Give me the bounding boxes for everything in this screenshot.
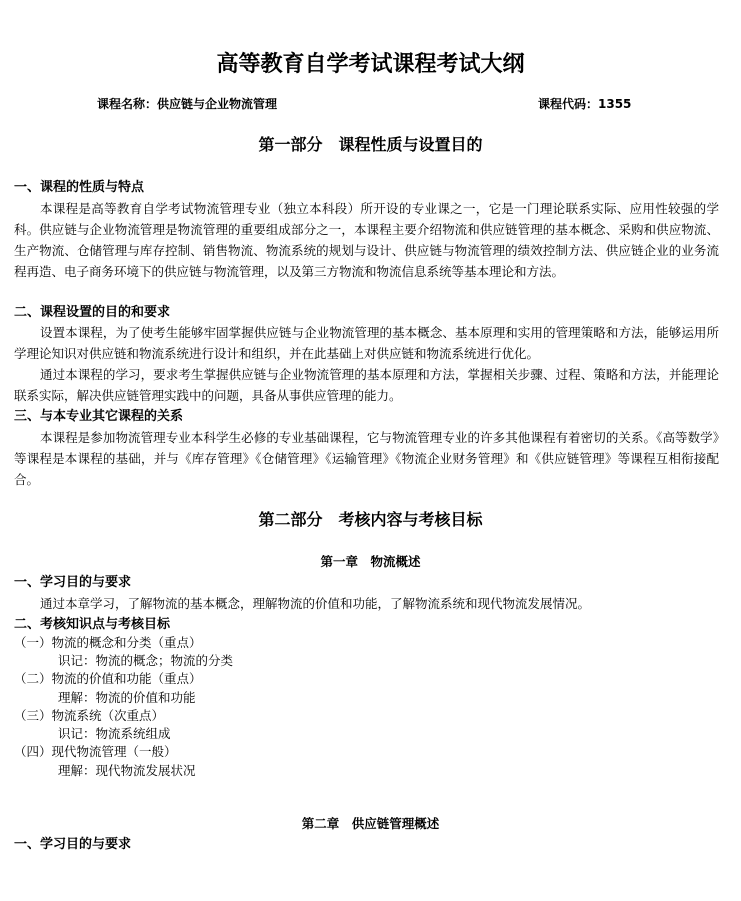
chapter1-title: 第一章 物流概述 xyxy=(320,554,421,569)
part1-section1-paragraph: 本课程是高等教育自学考试物流管理专业（独立本科段）所开设的专业课之一，它是一门理论联系实际、应用性较强的学科。供应链与企业物流管理是物流管理的重要组成部分之一，本课程主要介绍物流和供应链管理的基本概念、采购和供应物流、生产物流、仓储管理与库存控制、销售物流、物流系统的规划与设计、供应链与物流管理的绩效控制方法、供应链企业的业务流程再造、电子商务环境下的供应链与物流管理，以及第三方物流和物流信息系统等基本理论和方法。 xyxy=(14,201,719,279)
course-code: 课程代码：1355 xyxy=(538,97,632,111)
chapter2-section1-title: 一、学习目的与要求 xyxy=(14,837,132,852)
knowledge-point-3-detail: 识记：物流系统组成 xyxy=(58,726,171,741)
chapter1-section1-title: 一、学习目的与要求 xyxy=(14,575,132,590)
part1-section3-title: 三、与本专业其它课程的关系 xyxy=(14,409,184,424)
chapter1-section2-title: 二、考核知识点与考核目标 xyxy=(14,617,171,632)
part1-section2-paragraph2: 通过本课程的学习，要求考生掌握供应链与企业物流管理的基本原理和方法，掌握相关步骤、过程、策略和方法，并能理论联系实际，解决供应链管理实践中的问题，具备从事供应管理的能力。 xyxy=(14,367,719,403)
knowledge-point-1: （一）物流的概念和分类（重点） xyxy=(14,635,202,650)
knowledge-point-2-detail: 理解：物流的价值和功能 xyxy=(58,690,196,705)
part1-section2-paragraph1: 设置本课程，为了使考生能够牢固掌握供应链与企业物流管理的基本概念、基本原理和实用的管理策略和方法，能够运用所学理论知识对供应链和物流系统进行设计和组织，并在此基础上对供应链和物流系统进行优化。 xyxy=(14,325,719,361)
part1-section1-title: 一、课程的性质与特点 xyxy=(14,180,145,195)
knowledge-point-2: （二）物流的价值和功能（重点） xyxy=(14,671,202,686)
document-title: 高等教育自学考试课程考试大纲 xyxy=(216,51,525,77)
part1-section2-title: 二、课程设置的目的和要求 xyxy=(14,305,171,320)
chapter1-section1-paragraph: 通过本章学习，了解物流的基本概念，理解物流的价值和功能，了解物流系统和现代物流发展情况。 xyxy=(40,596,591,611)
part1-section3-paragraph: 本课程是参加物流管理专业本科学生必修的专业基础课程，它与物流管理专业的许多其他课程有着密切的关系。《高等数学》等课程是本课程的基础，并与《库存管理》《仓储管理》《运输管理》《物流企业财务管理》和《供应链管理》等课程互相衔接配合。 xyxy=(14,430,719,487)
part2-heading: 第二部分 考核内容与考核目标 xyxy=(258,510,483,529)
part1-heading: 第一部分 课程性质与设置目的 xyxy=(258,135,483,154)
knowledge-point-1-detail: 识记：物流的概念；物流的分类 xyxy=(58,653,234,668)
knowledge-point-3: （三）物流系统（次重点） xyxy=(14,708,165,723)
knowledge-point-4: （四）现代物流管理（一般） xyxy=(14,744,177,759)
course-name: 课程名称：供应链与企业物流管理 xyxy=(97,97,278,111)
knowledge-point-4-detail: 理解：现代物流发展状况 xyxy=(58,763,196,778)
chapter2-title: 第二章 供应链管理概述 xyxy=(301,816,440,831)
